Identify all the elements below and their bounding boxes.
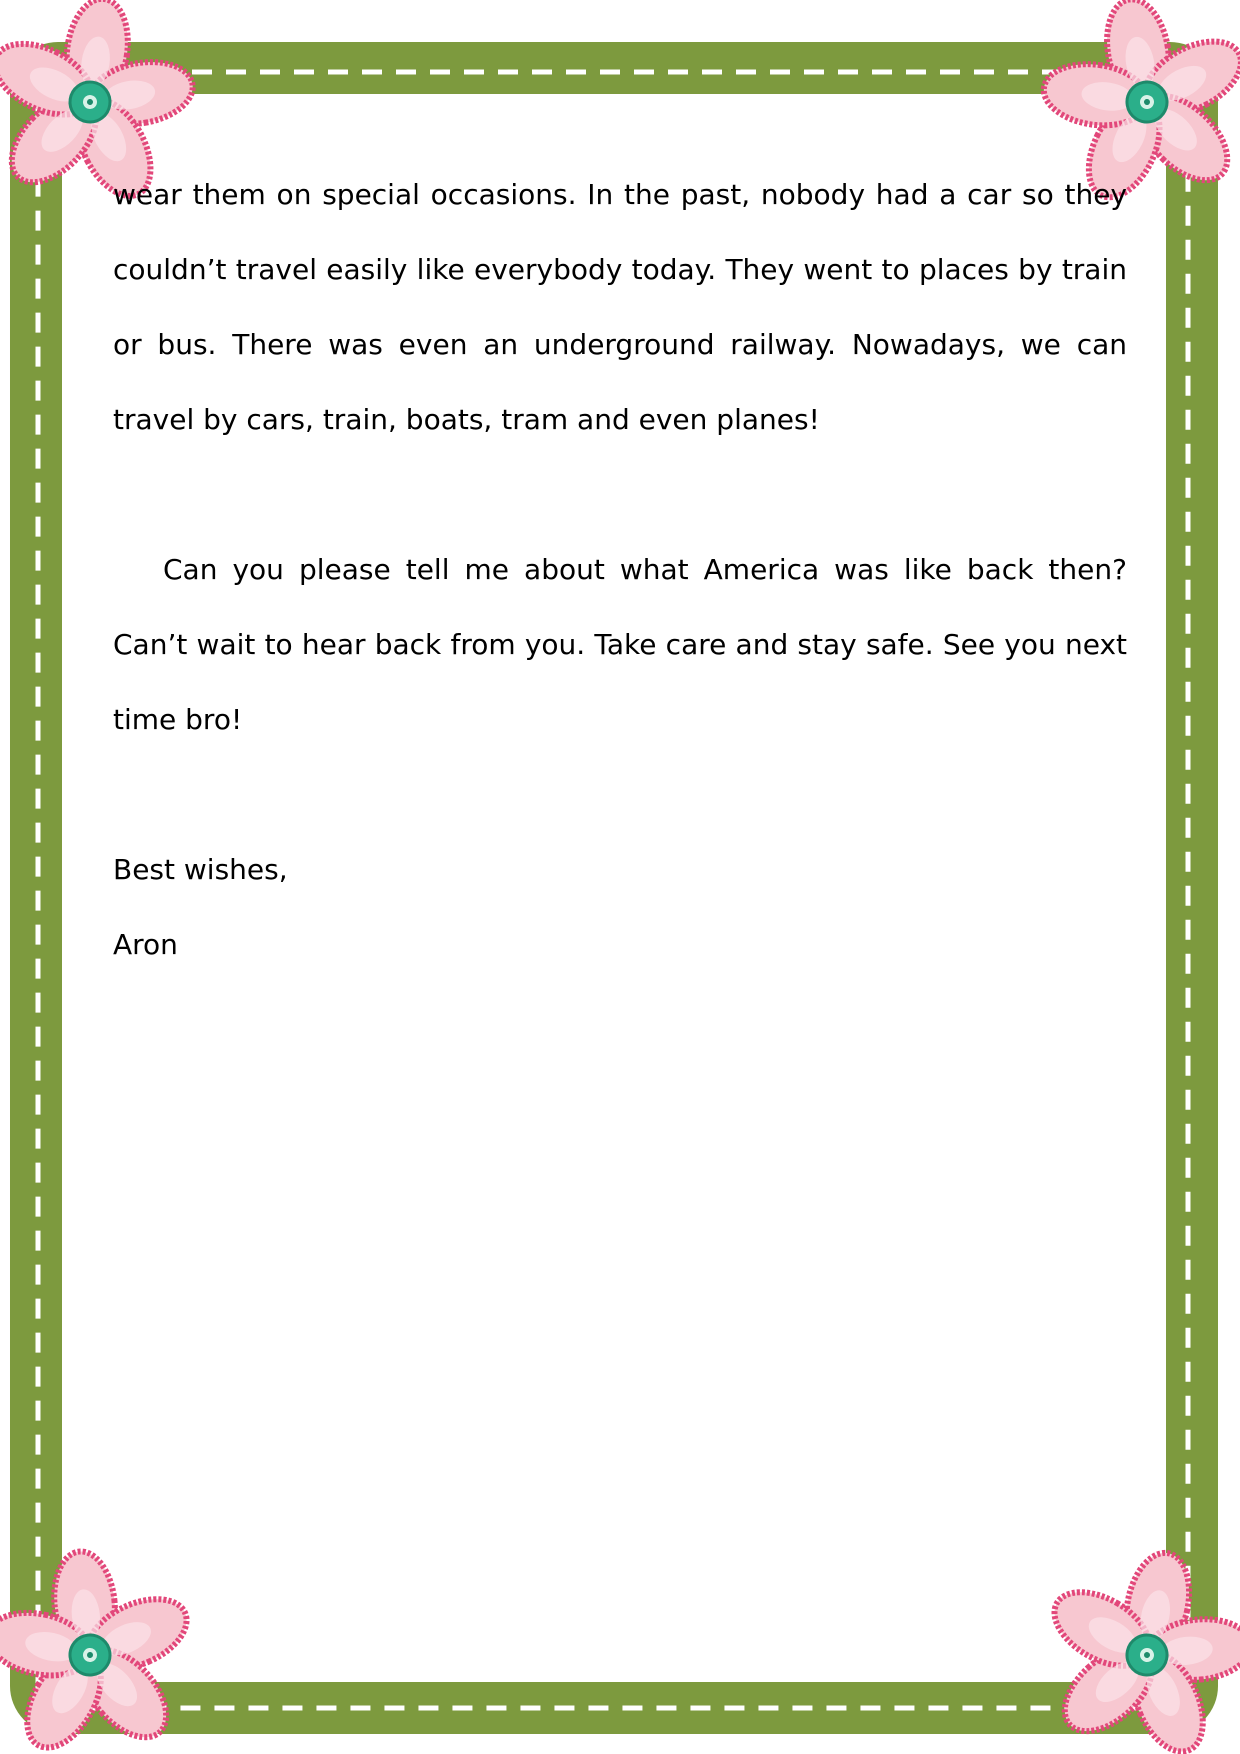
letter-closing: Best wishes, (113, 853, 288, 886)
letter-signature: Aron (113, 928, 178, 961)
paragraph-spacer (113, 457, 1127, 532)
letter-body (113, 157, 1127, 982)
letter-paragraph-1: wear them on special occasions. In the past, nobody had a car so they couldn’t travel easily like everybody today. They went to places by train or bus. There was even an underground railway. Nowadays, we can travel by cars, train, boats, tram and even planes! (113, 178, 1127, 436)
letter-paragraph-2: Can you please tell me about what America was like back then? Can’t wait to hear back from you. Take care and stay safe. See you next time bro! (113, 553, 1127, 736)
paragraph-spacer (113, 757, 1127, 832)
